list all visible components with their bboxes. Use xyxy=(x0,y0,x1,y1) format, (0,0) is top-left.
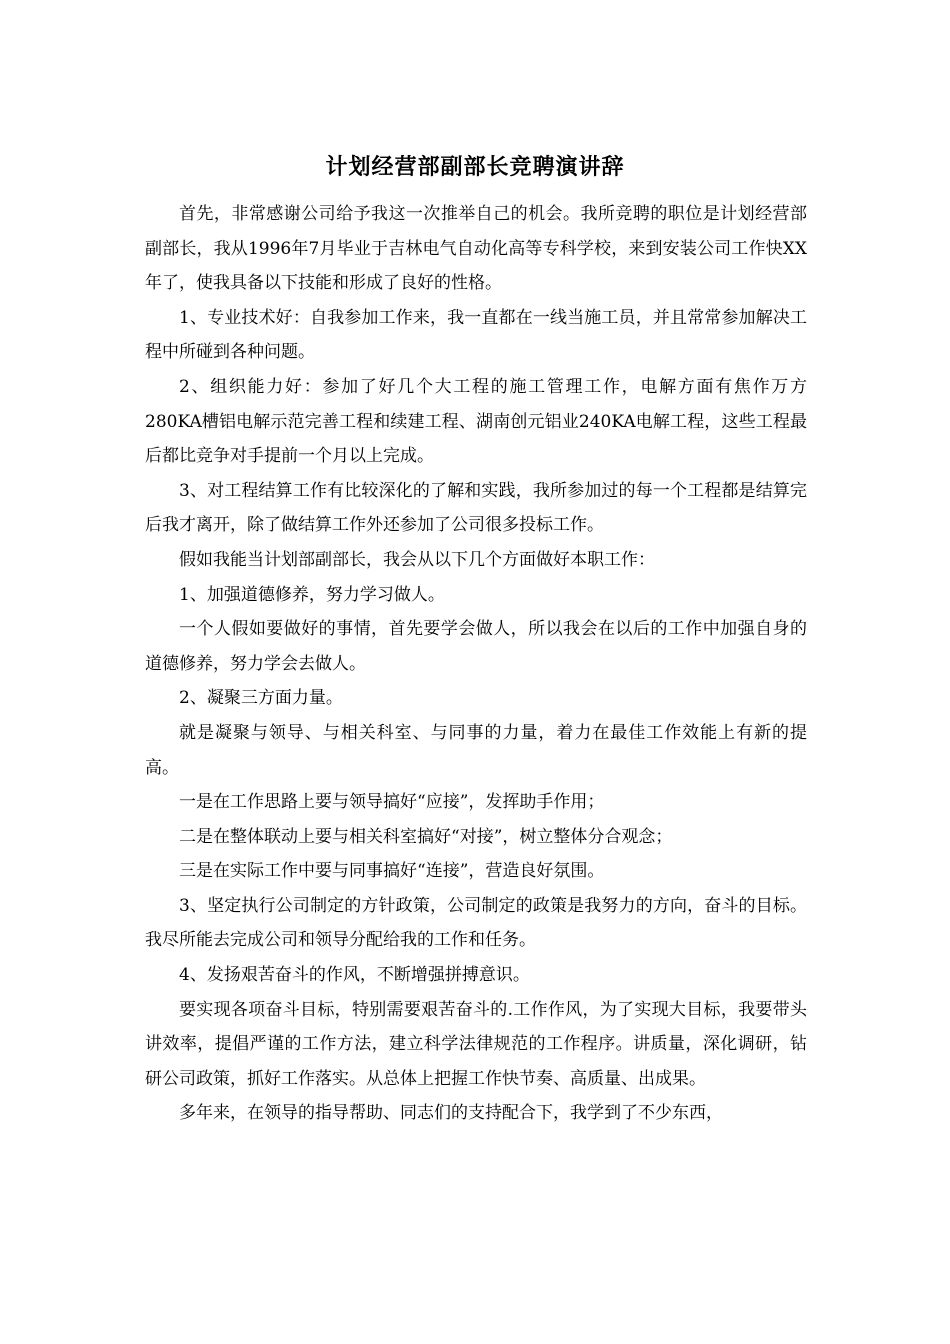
document-title: 计划经营部副部长竞聘演讲辞 xyxy=(325,154,625,180)
paragraph: 二是在整体联动上要与相关科室搞好“对接”，树立整体分合观念； xyxy=(179,826,673,847)
paragraph: 一是在工作思路上要与领导搞好“应接”，发挥助手作用； xyxy=(179,792,605,813)
paragraph: 2、凝聚三方面力量。 xyxy=(179,688,343,709)
paragraph: 就是凝聚与领导、与相关科室、与同事的力量，着力在最佳工作效能上有新的提高。 xyxy=(145,722,807,778)
paragraph: 首先，非常感谢公司给予我这一次推举自己的机会。我所竞聘的职位是计划经营部副部长，我从1996年7月毕业于吉林电气自动化高等专科学校，来到安装公司工作快XX年了，使我具备以下技能和形成了良好的性格。 xyxy=(145,204,807,294)
paragraph: 多年来，在领导的指导帮助、同志们的支持配合下，我学到了不少东西， xyxy=(179,1103,723,1124)
paragraph: 1、专业技术好：自我参加工作来，我一直都在一线当施工员，并且常常参加解决工程中所碰到各种问题。 xyxy=(145,307,807,363)
paragraph: 一个人假如要做好的事情，首先要学会做人，所以我会在以后的工作中加强自身的道德修养，努力学会去做人。 xyxy=(145,619,807,674)
paragraph: 2、组织能力好：参加了好几个大工程的施工管理工作，电解方面有焦作万方280KA槽铝电解示范完善工程和续建工程、湖南创元铝业240KA电解工程，这些工程最后都比竞争对手提前一个月以上完成。 xyxy=(145,376,807,467)
paragraph: 假如我能当计划部副部长，我会从以下几个方面做好本职工作： xyxy=(179,549,655,570)
paragraph: 要实现各项奋斗目标，特别需要艰苦奋斗的.工作作风，为了实现大目标，我要带头讲效率，提倡严谨的工作方法，建立科学法律规范的工作程序。讲质量，深化调研，钻研公司政策，抓好工作落实。从总体上把握工作快节奏、高质量、出成果。 xyxy=(145,999,807,1089)
paragraph: 三是在实际工作中要与同事搞好“连接”，营造良好氛围。 xyxy=(179,861,605,882)
paragraph: 4、发扬艰苦奋斗的作风，不断增强拼搏意识。 xyxy=(179,965,530,986)
paragraph: 1、加强道德修养，努力学习做人。 xyxy=(179,584,445,605)
paragraph: 3、坚定执行公司制定的方针政策，公司制定的政策是我努力的方向，奋斗的目标。我尽所能去完成公司和领导分配给我的工作和任务。 xyxy=(145,895,807,951)
document-body xyxy=(145,197,807,1131)
paragraph: 3、对工程结算工作有比较深化的了解和实践，我所参加过的每一个工程都是结算完后我才离开，除了做结算工作外还参加了公司很多投标工作。 xyxy=(145,480,807,536)
